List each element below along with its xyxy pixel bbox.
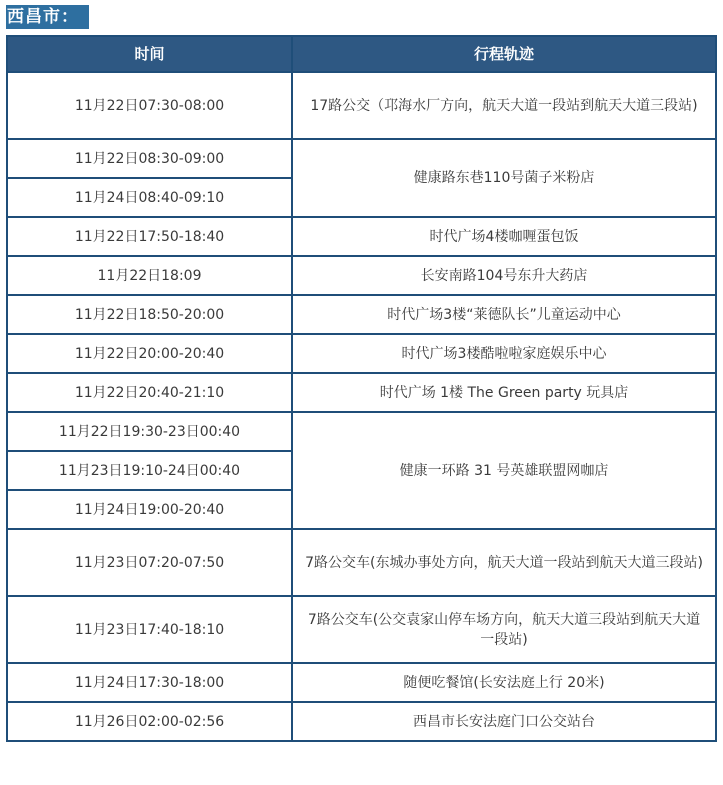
- time-cell: 11月22日08:30-09:00: [7, 139, 292, 178]
- time-cell: 11月22日18:50-20:00: [7, 295, 292, 334]
- time-cell: 11月23日17:40-18:10: [7, 596, 292, 663]
- time-cell: 11月22日20:00-20:40: [7, 334, 292, 373]
- route-cell: 健康路东巷110号菌子米粉店: [292, 139, 716, 217]
- route-cell: 17路公交（邛海水厂方向，航天大道一段站到航天大道三段站): [292, 72, 716, 139]
- table-header-row: [7, 36, 716, 72]
- time-cell: 11月24日17:30-18:00: [7, 663, 292, 702]
- table-row: [7, 334, 716, 373]
- time-cell: 11月22日07:30-08:00: [7, 72, 292, 139]
- route-cell: 时代广场3楼“莱德队长”儿童运动中心: [292, 295, 716, 334]
- table-row: [7, 663, 716, 702]
- time-cell: 11月22日17:50-18:40: [7, 217, 292, 256]
- table-row: [7, 529, 716, 596]
- table-row: [7, 596, 716, 663]
- route-cell: 随便吃餐馆(长安法庭上行 20米): [292, 663, 716, 702]
- route-cell: 时代广场4楼咖喱蛋包饭: [292, 217, 716, 256]
- route-cell: 西昌市长安法庭门口公交站台: [292, 702, 716, 741]
- table-row: [7, 139, 716, 178]
- table-row: [7, 373, 716, 412]
- time-cell: 11月23日19:10-24日00:40: [7, 451, 292, 490]
- table-row: [7, 217, 716, 256]
- time-cell: 11月26日02:00-02:56: [7, 702, 292, 741]
- time-cell: 11月22日18:09: [7, 256, 292, 295]
- route-cell: 长安南路104号东升大药店: [292, 256, 716, 295]
- time-cell: 11月22日19:30-23日00:40: [7, 412, 292, 451]
- table-row: [7, 702, 716, 741]
- route-cell: 7路公交车(东城办事处方向，航天大道一段站到航天大道三段站): [292, 529, 716, 596]
- table-row: [7, 256, 716, 295]
- route-cell: 时代广场 1楼 The Green party 玩具店: [292, 373, 716, 412]
- route-cell: 7路公交车(公交袁家山停车场方向，航天大道三段站到航天大道一段站): [292, 596, 716, 663]
- table-row: [7, 295, 716, 334]
- city-label: 西昌市：: [6, 5, 89, 29]
- route-cell: 健康一环路 31 号英雄联盟网咖店: [292, 412, 716, 529]
- time-cell: 11月24日19:00-20:40: [7, 490, 292, 529]
- time-cell: 11月22日20:40-21:10: [7, 373, 292, 412]
- time-cell: 11月24日08:40-09:10: [7, 178, 292, 217]
- header-route: 行程轨迹: [292, 36, 716, 72]
- table-row: [7, 412, 716, 451]
- time-cell: 11月23日07:20-07:50: [7, 529, 292, 596]
- table-row: [7, 72, 716, 139]
- header-time: 时间: [7, 36, 292, 72]
- route-cell: 时代广场3楼酷啦啦家庭娱乐中心: [292, 334, 716, 373]
- itinerary-table: [6, 35, 717, 742]
